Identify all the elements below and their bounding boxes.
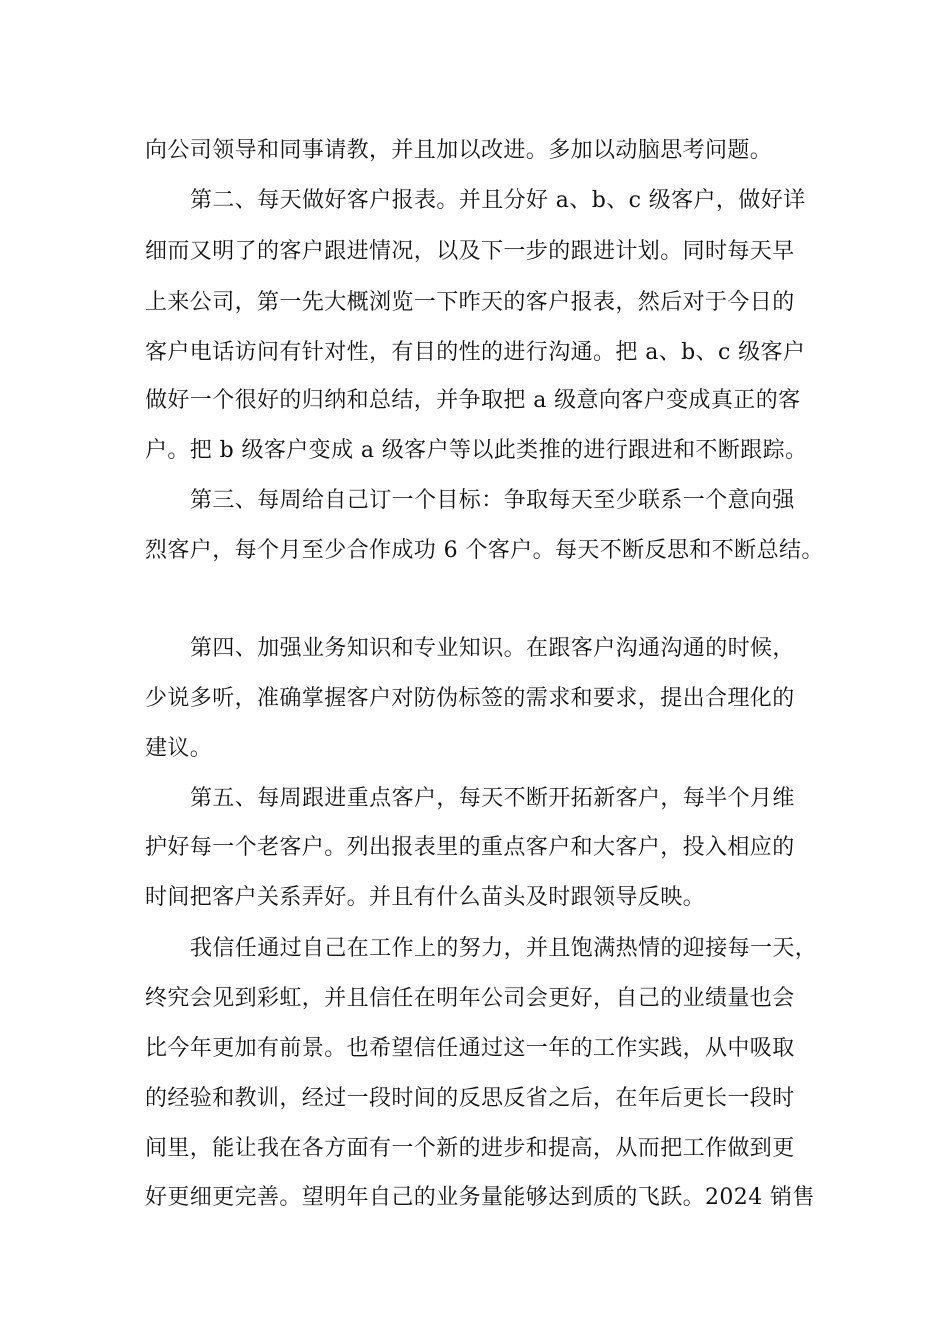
text-line: 做好一个很好的归纳和总结，并争取把 a 级意向客户变成真正的客 — [145, 388, 801, 413]
text-line: 时间把客户关系弄好。并且有什么苗头及时跟领导反映。 — [145, 885, 706, 910]
text-line: 间里，能让我在各方面有一个新的进步和提高，从而把工作做到更 — [145, 1136, 795, 1161]
text-line: 比今年更加有前景。也希望信任通过这一年的工作实践，从中吸取 — [145, 1036, 795, 1061]
text-line: 终究会见到彩虹，并且信任在明年公司会更好，自己的业绩量也会 — [145, 986, 795, 1011]
text-line: 户。把 b 级客户变成 a 级客户等以此类推的进行跟进和不断跟踪。 — [145, 438, 808, 463]
text-line: 向公司领导和同事请教，并且加以改进。多加以动脑思考问题。 — [145, 138, 773, 163]
text-line: 我信任通过自己在工作上的努力，并且饱满热情的迎接每一天， — [190, 936, 818, 961]
text-line: 的经验和教训，经过一段时间的反思反省之后，在年后更长一段时 — [145, 1086, 795, 1111]
text-line: 第四、加强业务知识和专业知识。在跟客户沟通沟通的时候， — [190, 636, 795, 661]
text-line: 烈客户，每个月至少合作成功 6 个客户。每天不断反思和不断总结。 — [145, 538, 824, 563]
text-line: 客户电话访问有针对性，有目的性的进行沟通。把 a、b、c 级客户 — [145, 340, 806, 365]
text-line: 第三、每周给自己订一个目标：争取每天至少联系一个意向强 — [190, 488, 795, 513]
text-line: 好更细更完善。望明年自己的业务量能够达到质的飞跃。2024 销售 — [145, 1185, 815, 1210]
text-line: 护好每一个老客户。列出报表里的重点客户和大客户，投入相应的 — [145, 835, 795, 860]
text-line: 细而又明了的客户跟进情况，以及下一步的跟进计划。同时每天早 — [145, 239, 795, 264]
text-line: 第五、每周跟进重点客户，每天不断开拓新客户，每半个月维 — [190, 786, 795, 811]
text-line: 建议。 — [145, 736, 213, 761]
text-line: 第二、每天做好客户报表。并且分好 a、b、c 级客户，做好详 — [190, 188, 806, 213]
text-line: 上来公司，第一先大概浏览一下昨天的客户报表，然后对于今日的 — [145, 290, 795, 315]
text-line: 少说多听，准确掌握客户对防伪标签的需求和要求，提出合理化的 — [145, 686, 795, 711]
